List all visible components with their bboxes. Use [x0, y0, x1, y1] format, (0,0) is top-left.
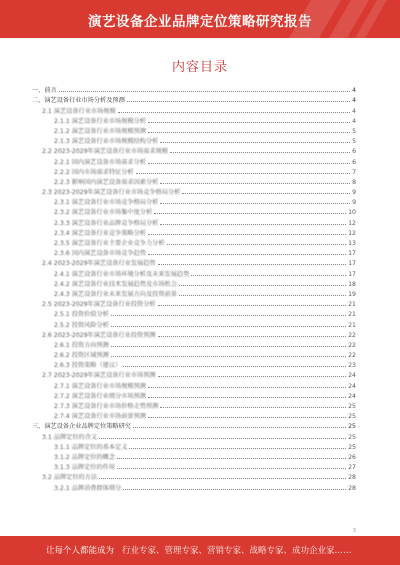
- toc-entry-page: 7: [352, 168, 356, 176]
- toc-entry-text: 2.5.1 投资价值分析: [54, 311, 109, 319]
- toc-entry-text: 3.2.1 品牌消费群体细分: [54, 484, 122, 492]
- header-banner: [0, 0, 400, 38]
- toc-entry-page: 6: [352, 148, 356, 156]
- toc-entry[interactable]: [32, 145, 356, 155]
- toc-entry-text: 2.3 2023-2029年演艺设备行业市场竞争格局分析: [42, 189, 181, 197]
- toc-entry[interactable]: [32, 369, 356, 379]
- toc-entry-text: 2.5 2023-2029年演艺设备行业投资分析: [42, 301, 156, 309]
- toc-entry-page: 6: [352, 158, 356, 166]
- toc-entry[interactable]: [32, 135, 356, 145]
- toc-entry[interactable]: [32, 94, 356, 104]
- toc-entry-text: 2.2.1 国内演艺设备市场需求分析: [54, 158, 146, 166]
- toc-entry-text: 2.4.3 演艺设备行业未来发展方向及投资前景: [54, 290, 177, 298]
- toc-leader-dots: [160, 407, 346, 408]
- toc-entry-text: 2.3.6 国内演艺设备市场竞争趋势: [54, 250, 146, 258]
- toc-entry[interactable]: [32, 227, 356, 237]
- table-of-contents: [32, 84, 356, 492]
- toc-entry-text: 3.1 品牌定位的含义: [42, 433, 98, 441]
- toc-leader-dots: [148, 122, 350, 123]
- toc-entry[interactable]: [32, 318, 356, 328]
- toc-leader-dots: [118, 112, 350, 113]
- toc-entry-text: 3.1.3 品牌定位的作用: [54, 464, 116, 472]
- toc-entry-page: 25: [348, 403, 356, 410]
- toc-entry-text: 2.7.4 演艺设备行业市场前景预测: [54, 413, 146, 421]
- toc-entry[interactable]: [32, 166, 356, 176]
- toc-entry-text: 2.6 2023-2029年演艺设备行业投资预测: [42, 331, 156, 339]
- toc-entry-text: 2.2.2 国内市场需求特征分析: [54, 168, 134, 176]
- toc-leader-dots: [99, 478, 346, 479]
- toc-leader-dots: [160, 224, 346, 225]
- toc-entry[interactable]: [32, 206, 356, 216]
- toc-entry[interactable]: [32, 278, 356, 288]
- report-title: 演艺设备企业品牌定位策略研究报告: [88, 14, 312, 30]
- toc-entry-page: 27: [348, 464, 356, 472]
- toc-leader-dots: [160, 142, 350, 143]
- toc-leader-dots: [99, 438, 346, 439]
- toc-entry[interactable]: [32, 247, 356, 257]
- toc-entry[interactable]: [32, 125, 356, 135]
- toc-entry[interactable]: [32, 400, 356, 410]
- toc-entry[interactable]: [32, 308, 356, 318]
- toc-leader-dots: [158, 336, 347, 337]
- toc-entry-page: 26: [348, 453, 356, 461]
- toc-entry[interactable]: [32, 186, 356, 196]
- toc-entry-page: 19: [348, 290, 356, 298]
- toc-leader-dots: [179, 295, 346, 296]
- toc-entry[interactable]: [32, 155, 356, 165]
- toc-entry[interactable]: [32, 257, 356, 267]
- toc-leader-dots: [123, 366, 346, 367]
- toc-entry[interactable]: [32, 104, 356, 114]
- toc-entry-page: 5: [352, 127, 356, 135]
- toc-entry-page: 12: [348, 219, 356, 227]
- toc-entry[interactable]: [32, 420, 356, 430]
- toc-entry[interactable]: [32, 237, 356, 247]
- toc-entry-text: 三、演艺设备企业品牌定位策略研究: [32, 423, 131, 431]
- toc-leader-dots: [129, 448, 346, 449]
- toc-entry-text: 一、前言: [32, 87, 57, 95]
- toc-leader-dots: [59, 91, 350, 92]
- toc-entry-text: 2.1.1 演艺设备行业市场规模分析: [54, 117, 146, 125]
- toc-entry[interactable]: [32, 451, 356, 461]
- toc-entry-page: 13: [348, 240, 356, 247]
- toc-entry-page: 17: [348, 270, 356, 278]
- toc-leader-dots: [111, 326, 346, 327]
- toc-entry-page: 24: [348, 382, 356, 390]
- toc-entry-text: 2.7.2 演艺设备行业细分市场预测: [54, 392, 146, 400]
- toc-leader-dots: [158, 376, 347, 377]
- toc-entry[interactable]: [32, 339, 356, 349]
- toc-leader-dots: [148, 417, 346, 418]
- toc-entry-page: 18: [348, 280, 356, 288]
- toc-entry-page: 4: [352, 97, 356, 105]
- toc-entry-text: 2.4.1 演艺设备行业市场环境分析及未来发展趋势: [54, 270, 190, 278]
- toc-entry-text: 3.1.1 品牌定位的基本定义: [54, 443, 128, 451]
- toc-leader-dots: [182, 193, 350, 194]
- toc-entry-text: 2.2 2023-2029年演艺设备行业市场需求规模: [42, 148, 168, 156]
- toc-leader-dots: [148, 254, 346, 255]
- toc-entry-page: 4: [352, 87, 356, 95]
- toc-entry-page: 22: [348, 352, 356, 360]
- toc-entry-page: 22: [348, 331, 356, 339]
- toc-leader-dots: [154, 213, 346, 214]
- toc-entry-page: 24: [348, 392, 356, 400]
- toc-entry-text: 2.3.1 演艺设备行业市场竞争格局分析: [54, 199, 159, 207]
- toc-entry-page: 28: [348, 484, 356, 492]
- toc-leader-dots: [133, 427, 346, 428]
- toc-entry-text: 2.3.5 演艺设备行业主要企业竞争力分析: [54, 240, 165, 247]
- toc-entry-text: 2.7.1 演艺设备行业市场规模预测: [54, 382, 146, 390]
- toc-leader-dots: [179, 285, 346, 286]
- toc-entry[interactable]: [32, 379, 356, 389]
- toc-leader-dots: [191, 275, 346, 276]
- toc-entry[interactable]: [32, 176, 356, 186]
- toc-entry[interactable]: [32, 115, 356, 125]
- toc-entry[interactable]: [32, 298, 356, 308]
- toc-leader-dots: [111, 356, 346, 357]
- toc-leader-dots: [148, 163, 350, 164]
- toc-leader-dots: [117, 468, 346, 469]
- toc-title: 内容目录: [171, 60, 228, 75]
- toc-leader-dots: [167, 244, 347, 245]
- toc-entry-page: 4: [352, 107, 356, 115]
- toc-entry-text: 二、演艺设备行业市场分析及预测: [32, 97, 125, 105]
- page-number: 3: [352, 528, 356, 534]
- toc-leader-dots: [148, 132, 350, 133]
- toc-entry-text: 3.2 品牌定位的方法: [42, 474, 98, 482]
- toc-entry[interactable]: [32, 471, 356, 481]
- toc-leader-dots: [170, 152, 350, 153]
- toc-entry-page: 4: [352, 117, 356, 125]
- toc-entry-page: 25: [348, 413, 356, 421]
- toc-entry[interactable]: [32, 288, 356, 298]
- toc-entry[interactable]: [32, 359, 356, 369]
- toc-entry-text: 2.1.3 演艺设备行业市场规模结构分析: [54, 138, 159, 146]
- toc-leader-dots: [160, 203, 350, 204]
- toc-entry-text: 2.4 2023-2029年演艺设备行业发展趋势: [42, 260, 156, 268]
- toc-leader-dots: [158, 264, 347, 265]
- toc-leader-dots: [117, 458, 346, 459]
- toc-leader-dots: [148, 387, 346, 388]
- toc-leader-dots: [123, 489, 346, 490]
- toc-leader-dots: [136, 173, 350, 174]
- toc-entry-page: 25: [348, 443, 356, 451]
- toc-entry-text: 2.6.3 投资策略（建议）: [54, 362, 122, 370]
- toc-entry-text: 2.7.3 演艺设备行业市场价格走势预测: [54, 403, 159, 410]
- toc-entry-text: 2.5.2 投资风险分析: [54, 321, 109, 329]
- toc-entry-page: 17: [348, 250, 356, 258]
- toc-entry-page: 8: [352, 178, 356, 186]
- toc-entry-text: 2.3.4 演艺设备行业竞争策略分析: [54, 229, 146, 237]
- toc-entry-page: 21: [348, 301, 356, 309]
- toc-entry[interactable]: [32, 410, 356, 420]
- toc-entry[interactable]: [32, 329, 356, 339]
- toc-entry-text: 2.2.3 影响国内演艺设备需求因素分析: [54, 178, 159, 186]
- toc-leader-dots: [111, 346, 346, 347]
- toc-entry-page: 21: [348, 321, 356, 329]
- toc-entry[interactable]: [32, 481, 356, 491]
- toc-entry-text: 2.1.2 演艺设备行业市场规模预测: [54, 127, 146, 135]
- toc-entry-text: 2.3.3 演艺设备行业品牌竞争格局分析: [54, 219, 159, 227]
- toc-entry-page: 9: [352, 189, 356, 197]
- toc-leader-dots: [148, 397, 346, 398]
- toc-leader-dots: [111, 315, 346, 316]
- toc-entry-page: 22: [348, 341, 356, 349]
- toc-entry-page: 10: [348, 209, 356, 217]
- toc-entry[interactable]: [32, 84, 356, 94]
- toc-entry-page: 21: [348, 311, 356, 319]
- toc-entry-text: 2.4.2 演艺设备行业技术发展趋势及市场机会: [54, 280, 177, 288]
- toc-entry[interactable]: [32, 196, 356, 206]
- toc-entry-page: 12: [348, 229, 356, 237]
- footer-banner: [0, 536, 400, 565]
- toc-leader-dots: [127, 101, 350, 102]
- toc-entry-page: 24: [348, 372, 356, 380]
- footer-slogan-left: 让每个人都能成为: [46, 546, 115, 556]
- toc-entry-page: 17: [348, 260, 356, 268]
- toc-entry-page: 25: [348, 423, 356, 431]
- toc-entry-page: 23: [348, 362, 356, 370]
- toc-entry-text: 3.1.2 品牌定位的概念: [54, 453, 116, 461]
- toc-entry[interactable]: [32, 349, 356, 359]
- toc-leader-dots: [160, 183, 350, 184]
- toc-entry-text: 2.3.2 演艺设备行业市场集中度分析: [54, 209, 153, 217]
- toc-entry[interactable]: [32, 441, 356, 451]
- toc-entry-page: 9: [352, 199, 356, 207]
- toc-entry[interactable]: [32, 216, 356, 226]
- toc-leader-dots: [158, 305, 347, 306]
- toc-entry[interactable]: [32, 267, 356, 277]
- toc-entry[interactable]: [32, 390, 356, 400]
- toc-entry-page: 5: [352, 138, 356, 146]
- toc-entry[interactable]: [32, 461, 356, 471]
- footer-slogan-right: 行业专家、管理专家、营销专家、战略专家、成功企业家……: [122, 546, 352, 556]
- toc-entry[interactable]: [32, 430, 356, 440]
- toc-entry-text: 2.7 2023-2029年演艺设备行业市场预测: [42, 372, 156, 380]
- toc-entry-page: 25: [348, 433, 356, 441]
- toc-entry-page: 28: [348, 474, 356, 482]
- toc-leader-dots: [148, 234, 346, 235]
- toc-entry-text: 2.6.2 投资区域预测: [54, 352, 109, 360]
- toc-entry-text: 2.1 演艺设备行业市场规模: [42, 107, 116, 115]
- toc-entry-text: 2.6.1 投资方向预测: [54, 341, 109, 349]
